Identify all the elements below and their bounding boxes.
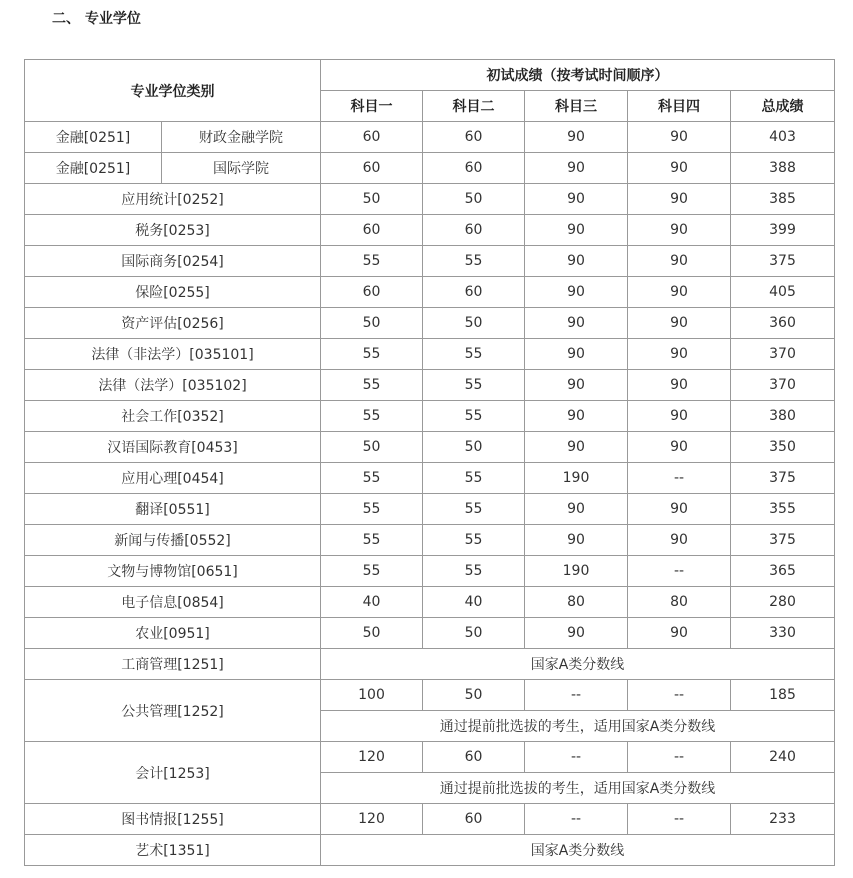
table-row	[25, 370, 835, 401]
score-cell: 55	[423, 525, 525, 556]
score-cell: 90	[525, 122, 628, 153]
score-cell: 90	[525, 618, 628, 649]
table-row	[25, 401, 835, 432]
score-cell: 55	[321, 494, 423, 525]
score-cell: 90	[525, 246, 628, 277]
score-cell: --	[525, 804, 628, 835]
total-cell: 399	[731, 215, 835, 246]
score-cell: 120	[321, 804, 423, 835]
score-cell: --	[628, 463, 731, 494]
score-cell: 90	[525, 277, 628, 308]
table-row	[25, 556, 835, 587]
table-row	[25, 742, 835, 773]
score-cell: 50	[423, 618, 525, 649]
score-cell: 60	[423, 122, 525, 153]
total-cell: 280	[731, 587, 835, 618]
score-cell: --	[628, 680, 731, 711]
table-row	[25, 432, 835, 463]
score-cell: 80	[525, 587, 628, 618]
score-cell: 55	[321, 556, 423, 587]
total-cell: 233	[731, 804, 835, 835]
score-cell: --	[628, 804, 731, 835]
score-cell: 50	[321, 308, 423, 339]
score-cell: 90	[628, 339, 731, 370]
score-cell: 60	[423, 277, 525, 308]
score-cell: 55	[321, 401, 423, 432]
category-name: 农业[0951]	[25, 618, 321, 649]
score-cell: 60	[321, 215, 423, 246]
category-name: 金融[0251]	[25, 122, 162, 153]
score-cell: 90	[525, 370, 628, 401]
score-cell: 90	[628, 401, 731, 432]
score-cell: 60	[321, 277, 423, 308]
category-school: 财政金融学院	[162, 122, 321, 153]
score-cell: 90	[525, 525, 628, 556]
table-row	[25, 804, 835, 835]
score-cell: 190	[525, 463, 628, 494]
score-cell: 90	[525, 401, 628, 432]
category-name: 应用心理[0454]	[25, 463, 321, 494]
score-cell: 55	[423, 246, 525, 277]
category-name: 汉语国际教育[0453]	[25, 432, 321, 463]
score-cell: 90	[628, 308, 731, 339]
category-name: 应用统计[0252]	[25, 184, 321, 215]
table-row	[25, 618, 835, 649]
total-cell: 375	[731, 246, 835, 277]
score-cell: 40	[321, 587, 423, 618]
table-row	[25, 680, 835, 711]
score-cell: 50	[321, 184, 423, 215]
score-cell: 100	[321, 680, 423, 711]
score-cell: 90	[525, 339, 628, 370]
score-cell: 55	[423, 494, 525, 525]
category-name: 艺术[1351]	[25, 835, 321, 866]
score-cell: 60	[423, 742, 525, 773]
total-cell: 355	[731, 494, 835, 525]
score-cell: --	[525, 680, 628, 711]
score-cell: 50	[423, 308, 525, 339]
category-name: 新闻与传播[0552]	[25, 525, 321, 556]
category-name: 会计[1253]	[25, 742, 321, 804]
score-cell: 190	[525, 556, 628, 587]
category-name: 图书情报[1255]	[25, 804, 321, 835]
score-cell: 55	[321, 463, 423, 494]
score-cell: 50	[321, 432, 423, 463]
score-note: 通过提前批选拔的考生，适用国家A类分数线	[321, 711, 835, 742]
table-row	[25, 122, 835, 153]
score-note: 国家A类分数线	[321, 835, 835, 866]
total-cell: 375	[731, 463, 835, 494]
score-cell: 90	[525, 215, 628, 246]
table-row	[25, 649, 835, 680]
score-cell: 90	[525, 308, 628, 339]
table-row	[25, 215, 835, 246]
score-cell: 90	[628, 215, 731, 246]
score-cell: 60	[423, 804, 525, 835]
category-name: 国际商务[0254]	[25, 246, 321, 277]
total-cell: 360	[731, 308, 835, 339]
score-cell: 55	[423, 463, 525, 494]
score-cell: 60	[423, 153, 525, 184]
total-cell: 185	[731, 680, 835, 711]
category-name: 税务[0253]	[25, 215, 321, 246]
total-cell: 370	[731, 370, 835, 401]
total-cell: 370	[731, 339, 835, 370]
table-row	[25, 463, 835, 494]
score-cell: 50	[321, 618, 423, 649]
header-subject-2: 科目二	[423, 91, 525, 122]
score-cell: --	[628, 742, 731, 773]
score-cell: 90	[628, 618, 731, 649]
score-cell: 90	[525, 494, 628, 525]
category-name: 文物与博物馆[0651]	[25, 556, 321, 587]
score-cell: 90	[525, 432, 628, 463]
table-row	[25, 525, 835, 556]
score-note: 国家A类分数线	[321, 649, 835, 680]
score-cell: 60	[321, 122, 423, 153]
score-cell: 60	[423, 215, 525, 246]
total-cell: 365	[731, 556, 835, 587]
score-cell: 90	[628, 432, 731, 463]
score-cell: 50	[423, 184, 525, 215]
total-cell: 405	[731, 277, 835, 308]
total-cell: 403	[731, 122, 835, 153]
scores-table	[24, 59, 835, 866]
header-subject-3: 科目三	[525, 91, 628, 122]
category-name: 社会工作[0352]	[25, 401, 321, 432]
score-cell: 90	[525, 184, 628, 215]
header-total: 总成绩	[731, 91, 835, 122]
header-subject-4: 科目四	[628, 91, 731, 122]
category-name: 法律（法学）[035102]	[25, 370, 321, 401]
header-subject-1: 科目一	[321, 91, 423, 122]
table-row	[25, 246, 835, 277]
score-cell: 40	[423, 587, 525, 618]
section-title: 二、 专业学位	[52, 11, 141, 27]
header-group: 初试成绩（按考试时间顺序）	[321, 60, 835, 91]
category-school: 国际学院	[162, 153, 321, 184]
score-cell: 90	[628, 246, 731, 277]
score-note: 通过提前批选拔的考生，适用国家A类分数线	[321, 773, 835, 804]
table-row	[25, 308, 835, 339]
score-cell: 55	[321, 370, 423, 401]
category-name: 翻译[0551]	[25, 494, 321, 525]
table-row	[25, 184, 835, 215]
total-cell: 350	[731, 432, 835, 463]
score-cell: 90	[628, 525, 731, 556]
category-name: 工商管理[1251]	[25, 649, 321, 680]
table-row	[25, 339, 835, 370]
score-cell: 50	[423, 680, 525, 711]
score-cell: 80	[628, 587, 731, 618]
category-name: 法律（非法学）[035101]	[25, 339, 321, 370]
score-cell: 90	[628, 184, 731, 215]
score-cell: 90	[628, 153, 731, 184]
total-cell: 388	[731, 153, 835, 184]
total-cell: 380	[731, 401, 835, 432]
category-name: 公共管理[1252]	[25, 680, 321, 742]
score-cell: 55	[321, 246, 423, 277]
score-cell: 90	[628, 370, 731, 401]
score-cell: 55	[423, 339, 525, 370]
score-cell: 90	[525, 153, 628, 184]
score-cell: 55	[321, 339, 423, 370]
total-cell: 240	[731, 742, 835, 773]
table-row	[25, 494, 835, 525]
total-cell: 375	[731, 525, 835, 556]
header-category: 专业学位类别	[25, 60, 321, 122]
table-row	[25, 835, 835, 866]
score-cell: 55	[321, 525, 423, 556]
category-name: 资产评估[0256]	[25, 308, 321, 339]
score-cell: 50	[423, 432, 525, 463]
table-row	[25, 153, 835, 184]
table-row	[25, 277, 835, 308]
score-cell: 90	[628, 494, 731, 525]
total-cell: 330	[731, 618, 835, 649]
category-name: 保险[0255]	[25, 277, 321, 308]
total-cell: 385	[731, 184, 835, 215]
score-cell: 55	[423, 370, 525, 401]
category-name: 金融[0251]	[25, 153, 162, 184]
category-name: 电子信息[0854]	[25, 587, 321, 618]
score-cell: --	[628, 556, 731, 587]
score-cell: 90	[628, 277, 731, 308]
score-cell: 90	[628, 122, 731, 153]
score-cell: 55	[423, 556, 525, 587]
score-cell: --	[525, 742, 628, 773]
score-cell: 120	[321, 742, 423, 773]
score-cell: 60	[321, 153, 423, 184]
score-cell: 55	[423, 401, 525, 432]
table-row	[25, 587, 835, 618]
